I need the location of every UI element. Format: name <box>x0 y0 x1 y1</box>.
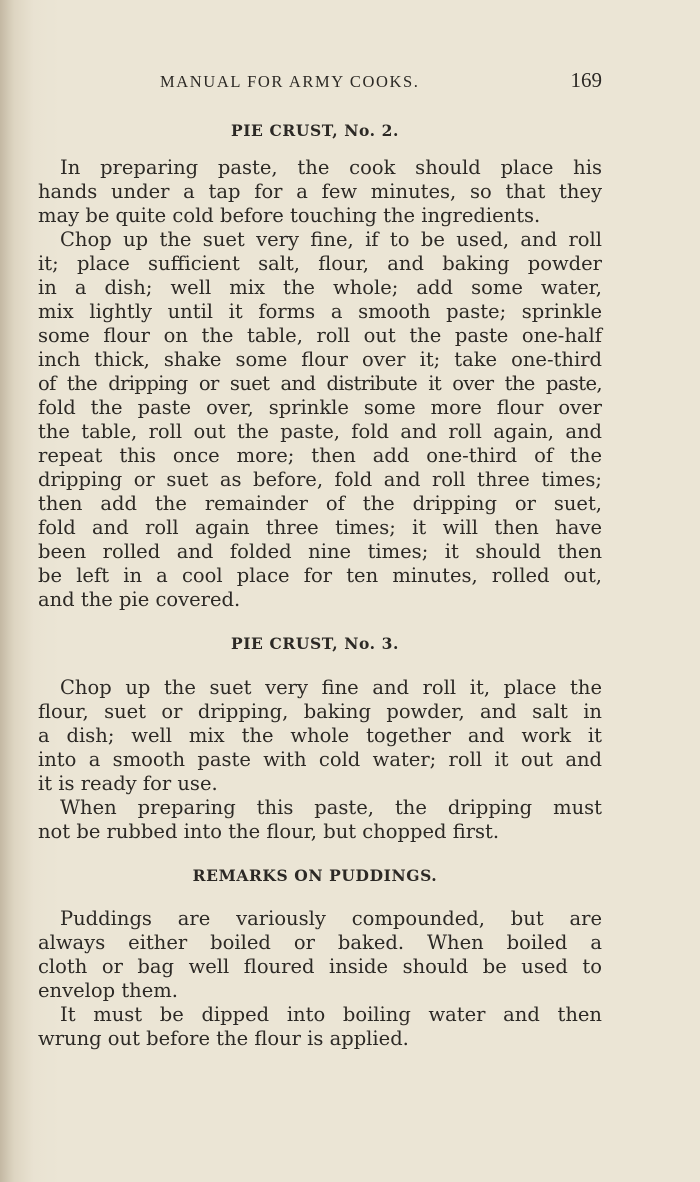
paragraph-line: it is ready for use. <box>38 772 218 795</box>
paragraph-line: It must be dipped into boiling water and then <box>60 1003 602 1026</box>
paragraph-line: of the dripping or suet and distribute it over the paste, <box>38 372 602 395</box>
paragraph-line: In preparing paste, the cook should place his <box>60 156 602 179</box>
paragraph-line: then add the remainder of the dripping or suet, <box>38 492 602 515</box>
paragraph-line: been rolled and folded nine times; it should then <box>38 540 602 563</box>
paragraph-line: inch thick, shake some flour over it; take one-third <box>38 348 602 371</box>
paragraph-line: fold and roll again three times; it will then have <box>38 516 602 539</box>
running-head <box>160 68 605 96</box>
paragraph-line: some flour on the table, roll out the paste one-half <box>38 324 602 347</box>
section-heading-pie-crust-3: PIE CRUST, No. 3. <box>230 634 400 653</box>
paragraph-line: always either boiled or baked. When boiled a <box>38 931 602 954</box>
paragraph-line: fold the paste over, sprinkle some more flour over <box>38 396 602 419</box>
paragraph-line: envelop them. <box>38 979 178 1002</box>
paragraph-line: it; place sufficient salt, flour, and baking powder <box>38 252 602 275</box>
running-head-title: MANUAL FOR ARMY COOKS. <box>160 72 420 91</box>
paragraph-line: Chop up the suet very fine, if to be used, and roll <box>60 228 602 251</box>
paragraph-line: wrung out before the flour is applied. <box>38 1027 409 1050</box>
paragraph-line: When preparing this paste, the dripping must <box>60 796 602 819</box>
paragraph-line: a dish; well mix the whole together and work it <box>38 724 602 747</box>
paragraph-line: repeat this once more; then add one-third of the <box>38 444 602 467</box>
page-number: 169 <box>570 68 602 92</box>
paragraph-line: flour, suet or dripping, baking powder, and salt in <box>38 700 602 723</box>
paragraph-line: dripping or suet as before, fold and roll three times; <box>38 468 602 491</box>
paragraph-line: cloth or bag well floured inside should be used to <box>38 955 602 978</box>
paragraph-line: mix lightly until it forms a smooth paste; sprinkle <box>38 300 602 323</box>
paragraph-line: Puddings are variously compounded, but are <box>60 907 602 930</box>
paragraph-line: be left in a cool place for ten minutes, rolled out, <box>38 564 602 587</box>
paragraph-line: Chop up the suet very fine and roll it, place the <box>60 676 602 699</box>
paragraph-line: hands under a tap for a few minutes, so that they <box>38 180 602 203</box>
paragraph-line: not be rubbed into the flour, but chopped first. <box>38 820 500 843</box>
paragraph-line: and the pie covered. <box>38 588 241 611</box>
paragraph-line: the table, roll out the paste, fold and roll again, and <box>38 420 602 443</box>
paragraph-line: into a smooth paste with cold water; roll it out and <box>38 748 602 771</box>
paragraph-line: may be quite cold before touching the ingredients. <box>38 204 541 227</box>
section-heading-pie-crust-2: PIE CRUST, No. 2. <box>230 121 400 140</box>
paragraph-line: in a dish; well mix the whole; add some water, <box>38 276 602 299</box>
section-heading-remarks-puddings: REMARKS ON PUDDINGS. <box>192 866 438 885</box>
